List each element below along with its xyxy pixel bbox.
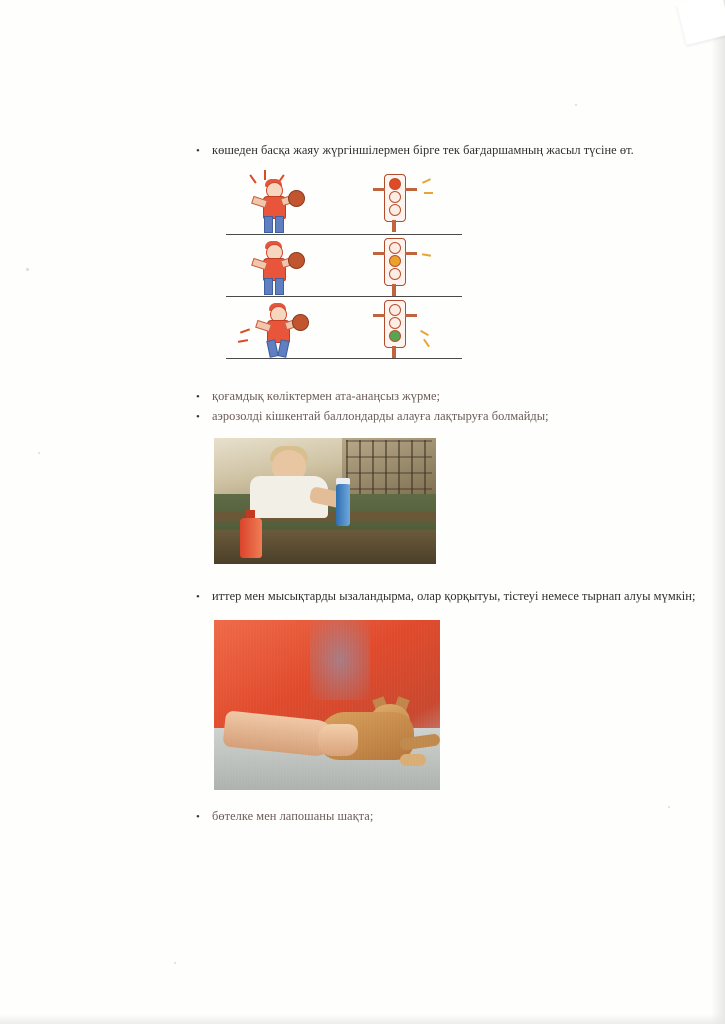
- figure-boy-with-spray-can-photo: [214, 438, 436, 564]
- comic-row-red: [226, 172, 462, 234]
- list-item-text: көшеден басқа жаяу жүргіншілермен бірге тек бағдаршамның жасыл түсіне өт.: [212, 143, 634, 157]
- bullet-marker: •: [196, 591, 200, 603]
- child-figure-icon: [250, 238, 304, 294]
- list-item: [196, 588, 706, 606]
- bullet-marker: •: [196, 391, 200, 403]
- list-item: [196, 388, 706, 406]
- comic-row-yellow: [226, 236, 462, 298]
- bullet-marker: •: [196, 411, 200, 423]
- list-item: [196, 142, 706, 160]
- list-item: [196, 808, 706, 826]
- page-bottom-shadow: [0, 1014, 725, 1024]
- figure-traffic-light-comic: [226, 172, 462, 362]
- traffic-light-icon-yellow: [378, 238, 418, 296]
- list-item: [196, 408, 706, 426]
- list-item-text: аэрозолді кішкентай баллондарды алауға лақтыруға болмайды;: [212, 409, 549, 423]
- comic-row-green: [226, 298, 462, 360]
- document-body: [196, 142, 706, 828]
- scan-speck: [174, 962, 176, 964]
- bullet-marker: •: [196, 811, 200, 823]
- bullet-marker: •: [196, 145, 200, 157]
- list-item-text: бөтелке мен лапошаны шақта;: [212, 809, 374, 823]
- traffic-light-icon-green: [378, 300, 418, 358]
- scan-speck: [38, 452, 40, 454]
- child-figure-icon: [254, 300, 308, 356]
- figure-hand-and-cat-photo: [214, 620, 440, 790]
- traffic-light-icon-red: [378, 174, 418, 232]
- list-item-text: иттер мен мысықтарды ызаландырма, олар қорқытуы, тістеуі немесе тырнап алуы мүмкін;: [212, 589, 696, 603]
- child-figure-icon: [250, 176, 304, 232]
- page-edge-shadow: [711, 0, 725, 1024]
- scan-speck: [26, 268, 29, 271]
- scan-speck: [575, 104, 577, 106]
- list-item-text: қоғамдық көліктермен ата-анаңсыз жүрме;: [212, 389, 441, 403]
